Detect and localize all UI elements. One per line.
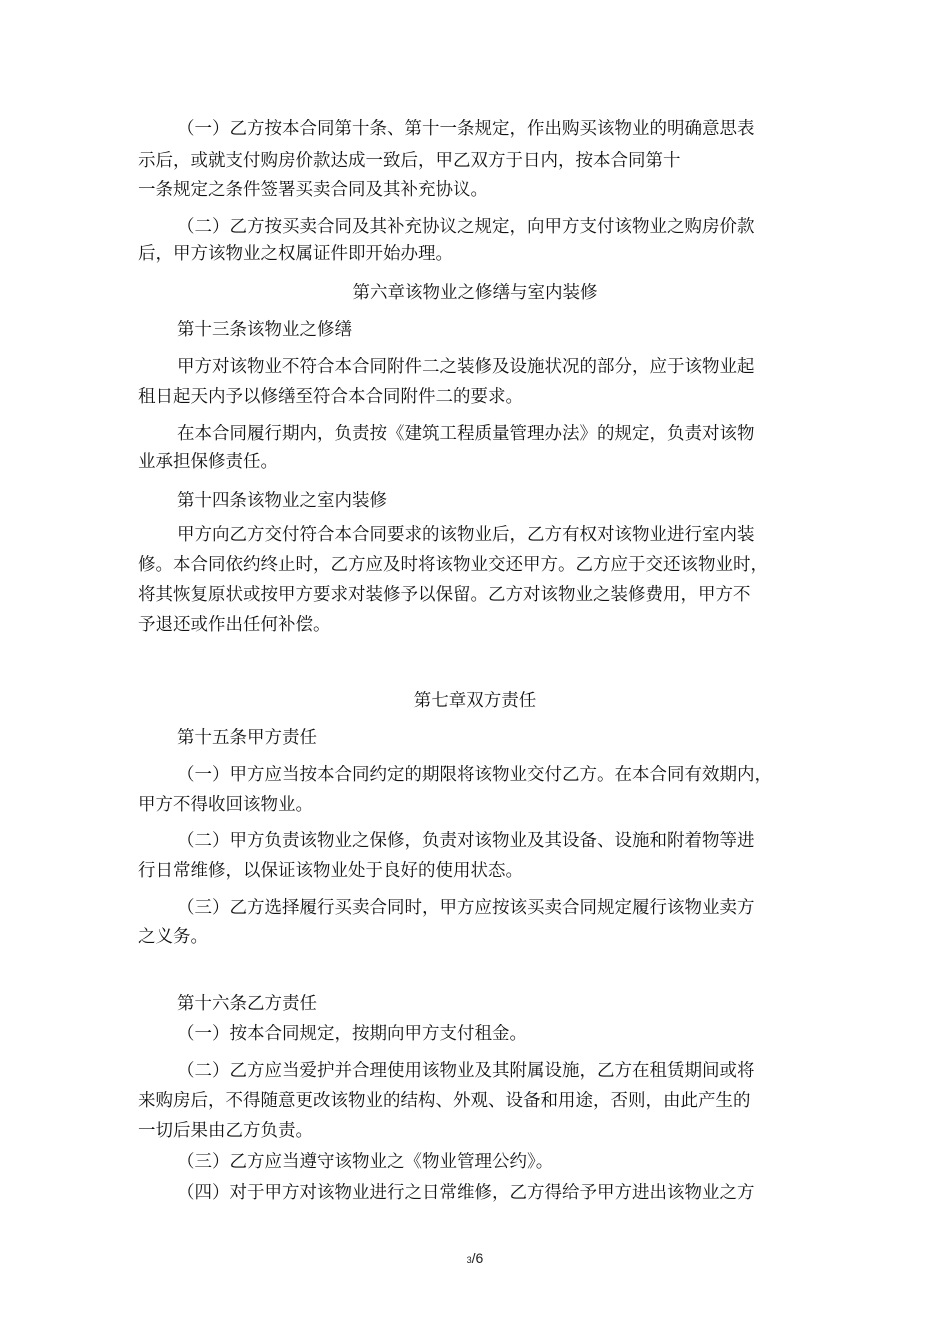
paragraph-line: 将其恢复原状或按甲方要求对装修予以保留。乙方对该物业之装修费用，甲方不 [138,585,751,605]
paragraph-line: 后，甲方该物业之权属证件即开始办理。 [138,244,453,264]
page-number-total: /6 [471,1250,484,1266]
chapter-heading: 第七章双方责任 [413,691,537,711]
page-number [0,1250,950,1266]
paragraph-line: 示后，或就支付购房价款达成一致后，甲乙双方于日内，按本合同第十 [138,151,681,171]
paragraph-line: （一）按本合同规定，按期向甲方支付租金。 [177,1024,527,1044]
page-number-current: 3 [466,1255,472,1265]
article-title: 第十四条该物业之室内装修 [177,491,387,511]
paragraph-line: （二）乙方应当爱护并合理使用该物业及其附属设施，乙方在租赁期间或将 [177,1061,755,1081]
paragraph-line: （三）乙方选择履行买卖合同时，甲方应按该买卖合同规定履行该物业卖方 [177,898,755,918]
paragraph-line: （二）甲方负责该物业之保修，负责对该物业及其设备、设施和附着物等进 [177,831,755,851]
paragraph-line: 业承担保修责任。 [138,452,278,472]
article-title: 第十三条该物业之修缮 [177,320,352,340]
paragraph-line: 一切后果由乙方负责。 [138,1121,313,1141]
paragraph-line: 一条规定之条件签署买卖合同及其补充协议。 [138,180,488,200]
paragraph-line: 行日常维修，以保证该物业处于良好的使用状态。 [138,861,523,881]
paragraph-line: （二）乙方按买卖合同及其补充协议之规定，向甲方支付该物业之购房价款 [177,217,755,237]
article-title: 第十六条乙方责任 [177,994,317,1014]
paragraph-line: 在本合同履行期内，负责按《建筑工程质量管理办法》的规定，负责对该物 [177,424,755,444]
paragraph-line: 甲方对该物业不符合本合同附件二之装修及设施状况的部分，应于该物业起 [177,357,755,377]
paragraph-line: （四）对于甲方对该物业进行之日常维修，乙方得给予甲方进出该物业之方 [177,1183,755,1203]
paragraph-line: 来购房后，不得随意更改该物业的结构、外观、设备和用途，否则，由此产生的 [138,1091,751,1111]
paragraph-line: 甲方不得收回该物业。 [138,795,313,815]
paragraph-line: 甲方向乙方交付符合本合同要求的该物业后，乙方有权对该物业进行室内装 [177,525,755,545]
chapter-heading: 第六章该物业之修缮与室内装修 [352,283,598,303]
paragraph-line: 租日起天内予以修缮至符合本合同附件二的要求。 [138,387,523,407]
article-title: 第十五条甲方责任 [177,728,317,748]
paragraph-line: （一）甲方应当按本合同约定的期限将该物业交付乙方。在本合同有效期内， [177,765,772,785]
paragraph-line: （三）乙方应当遵守该物业之《物业管理公约》。 [177,1152,554,1172]
paragraph-line: 修。本合同依约终止时，乙方应及时将该物业交还甲方。乙方应于交还该物业时， [138,555,768,575]
paragraph-line: 之义务。 [138,927,208,947]
paragraph-line: 予退还或作出任何补偿。 [138,615,331,635]
paragraph-line: （一）乙方按本合同第十条、第十一条规定，作出购买该物业的明确意思表 [177,119,755,139]
